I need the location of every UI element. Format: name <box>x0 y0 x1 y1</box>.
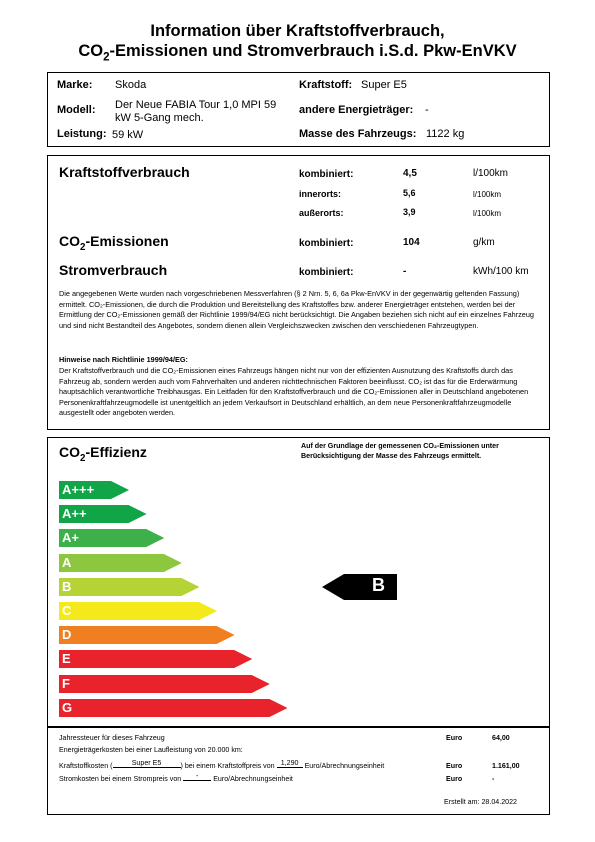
ausserorts-unit: l/100km <box>473 209 502 218</box>
efficiency-class-bar <box>59 699 287 717</box>
efficiency-class-label: E <box>62 651 71 667</box>
kraftstoff-label: Kraftstoff: <box>299 79 353 91</box>
kombiniert-label: kombiniert: <box>299 169 354 180</box>
efficiency-class-label: A <box>62 554 72 570</box>
co2-kombiniert-label: kombiniert: <box>299 238 354 249</box>
efficiency-arrow-icon <box>59 626 235 644</box>
efficiency-class-label: G <box>62 699 73 715</box>
efficiency-class-label: C <box>62 603 72 618</box>
leistung-value: 59 kW <box>112 129 144 141</box>
efficiency-arrow-icon <box>59 650 252 668</box>
efficiency-class-bar <box>59 481 129 499</box>
modell-value-1: Der Neue FABIA Tour 1,0 MPI 59 <box>115 99 277 111</box>
efficiency-arrow-icon <box>59 578 199 596</box>
stromverbrauch-title: Stromverbrauch <box>59 262 168 278</box>
masse-value: 1122 kg <box>426 128 465 140</box>
current-class-indicator <box>322 574 397 600</box>
stromkosten-line: Stromkosten bei einem Strompreis von - Euro/Abrechnungseinheit <box>59 772 293 783</box>
innerorts-label: innerorts: <box>299 189 342 199</box>
co2-effizienz-title: $CO_2$-Effizienz <box>59 444 147 464</box>
masse-label: Masse des Fahrzeugs: <box>299 128 417 140</box>
hinweis-title: Hinweise nach Richtlinie 1999/94/EG: <box>59 355 188 364</box>
legal-paragraph-2: Der Kraftstoffverbrauch und die CO₂-Emissionen eines Fahrzeugs hängen nicht nur von der effizienten Ausnutzung des Kraftstoffs durch das Fahrzeug ab, sondern werden auch vom Fahrverhalten und anderen nichttechnischen Faktoren beeinflusst. CO₂ ist das für die Erderwärmung hauptsächlich verantwortliche Treibhausgas. Ein Leitfaden für den Kraftstoffverbrauch und die CO₂-Emissionen aller in Deutschland angebotenen Personenkraftfahrzeugmodelle ist unentgeltlich an jedem Verkaufsort in Deutschland erhältlich, an dem neue Personenkraftfahrzeugmodelle ausgestellt oder angeboten werden. <box>59 366 529 418</box>
title-line-1: Information über Kraftstoffverbrauch, <box>150 22 445 40</box>
kombiniert-unit: l/100km <box>473 168 509 179</box>
efficiency-class-bar <box>59 626 235 644</box>
efficiency-arrow-icon <box>59 554 182 572</box>
modell-value-2: kW 5-Gang mech. <box>115 112 204 124</box>
efficiency-class-bar <box>59 529 164 547</box>
current-class-label: B <box>372 575 385 595</box>
efficiency-arrow-icon <box>59 602 217 620</box>
efficiency-class-label: D <box>62 627 72 643</box>
efficiency-arrow-icon <box>59 675 270 693</box>
marke-label: Marke: <box>57 79 93 91</box>
efficiency-class-label: A++ <box>62 506 87 522</box>
marke-value: Skoda <box>115 79 147 91</box>
strom-currency: Euro <box>446 775 463 783</box>
steuer-currency: Euro <box>446 734 463 742</box>
steuer-label: Jahressteuer für dieses Fahrzeug <box>59 734 165 742</box>
co2-unit: g/km <box>473 237 495 248</box>
current-class-arrow-icon <box>322 574 397 600</box>
modell-label: Modell: <box>57 104 96 116</box>
innerorts-value: 5,6 <box>403 188 416 198</box>
ausserorts-value: 3,9 <box>403 207 416 217</box>
efficiency-basis-line-1: Auf der Grundlage der gemessenen CO₂-Emissionen unter <box>301 442 499 450</box>
strom-unit: kWh/100 km <box>473 266 529 277</box>
efficiency-class-bar <box>59 505 147 523</box>
kraftstoffverbrauch-title: Kraftstoffverbrauch <box>59 164 190 180</box>
energie-label: Energieträgerkosten bei einer Laufleistung von 20.000 km: <box>59 746 243 754</box>
andere-label: andere Energieträger: <box>299 104 414 116</box>
kraftstoff-value: 1.161,00 <box>492 762 520 770</box>
efficiency-arrow-icon <box>59 699 287 717</box>
efficiency-class-bar <box>59 602 217 620</box>
title-line-2: $CO_2$-Emissionen und Stromverbrauch i.S.d. Pkw-EnVKV <box>78 42 517 64</box>
andere-value: - <box>425 104 429 116</box>
innerorts-unit: l/100km <box>473 190 502 199</box>
ausserorts-label: außerorts: <box>299 208 344 218</box>
efficiency-class-label: B <box>62 578 72 594</box>
kombiniert-value: 4,5 <box>403 168 417 179</box>
strom-kosten-value: - <box>492 775 495 783</box>
legal-paragraph-1: Die angegebenen Werte wurden nach vorgeschriebenen Messverfahren (§ 2 Nrn. 5, 6, 6a Pkw-EnVKV in der gegenwärtig geltenden Fassung) ermittelt. CO₂-Emissionen, die durch die Produktion und Bereitstellung des Kraftstoffes bzw. anderer Energieträger entstehen, werden bei der Ermittlung der CO₂-Emissionen gemäß der Richtlinie 1999/94/EG nicht berücksichtigt. Die Angaben beziehen sich nicht auf ein einzelnes Fahrzeug und sind nicht Bestandteil des Angebotes, sondern dienen allein Vergleichszwecken zwischen den verschiedenen Fahrzeugtypen. <box>59 289 534 330</box>
co2-emissionen-title: $CO_2$-Emissionen <box>59 233 169 253</box>
strom-value: - <box>403 266 407 277</box>
steuer-value: 64,00 <box>492 734 510 742</box>
erstellt-line: Erstellt am: 28.04.2022 <box>444 798 517 806</box>
kraftstoffkosten-line: Kraftstoffkosten ( Super E5 ) bei einem Kraftstoffpreis von 1,290 Euro/Abrechnungseinheit <box>59 759 385 770</box>
leistung-label: Leistung: <box>57 128 107 140</box>
efficiency-class-bar <box>59 554 182 572</box>
co2-value: 104 <box>403 237 420 248</box>
efficiency-class-bar <box>59 578 199 596</box>
efficiency-class-bar <box>59 650 252 668</box>
efficiency-class-label: A+ <box>62 530 79 546</box>
kraftstoff-currency: Euro <box>446 762 463 770</box>
efficiency-class-label: F <box>62 675 70 691</box>
efficiency-basis-line-2: Berücksichtigung der Masse des Fahrzeugs ermittelt. <box>301 452 482 460</box>
efficiency-class-label: A+++ <box>62 482 95 497</box>
kraftstoff-value: Super E5 <box>361 79 407 91</box>
efficiency-class-bar <box>59 675 270 693</box>
strom-kombiniert-label: kombiniert: <box>299 267 354 278</box>
